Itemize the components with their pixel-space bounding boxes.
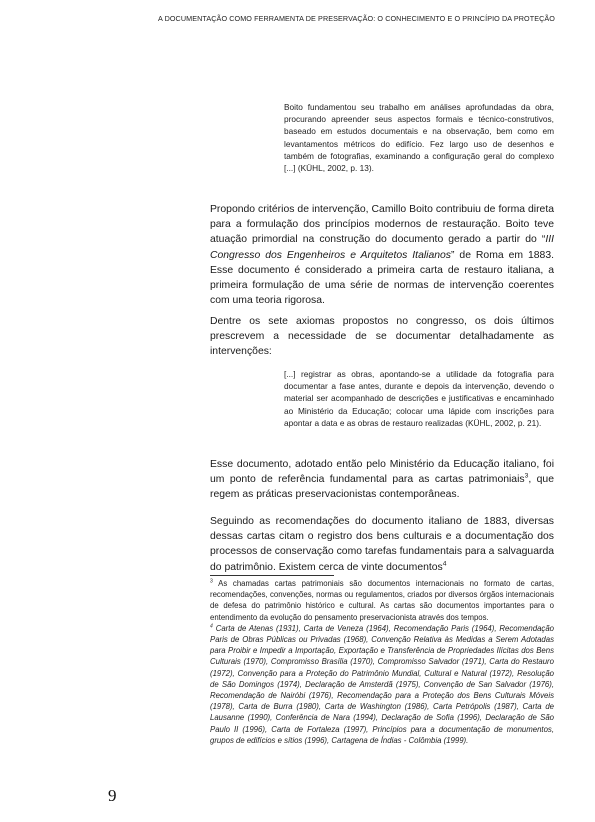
footnote-marker-4: 4 (210, 623, 213, 630)
footnote-3 (210, 578, 554, 623)
paragraph-text: ” de Roma em 1883. Esse documento é considerado a primeira carta de restauro italiana, a primeira formulação de uma série de normas de intervenção coerentes com uma teoria rigorosa. (210, 249, 554, 307)
footnote-reference-3[interactable]: 3 (524, 472, 529, 480)
paragraph-text: Propondo critérios de intervenção, Camillo Boito contribuiu de forma direta para a formulação dos princípios modernos de restauração. Boito teve atuação primordial na construção do documento gerado a partir do “ (210, 204, 554, 246)
block-quote-boito: Boito fundamentou seu trabalho em análises aprofundadas da obra, procurando apreender seus aspectos formais e técnico-construtivos, baseado em estudos documentais e na observação, bem como em levantamentos métricos do edifício. Fez largo uso de desenhos e também de fotografias, examinando a configuração geral do complexo [...] (KÜHL, 2002, p. 13). (284, 102, 554, 174)
congress-title: III Congresso dos Engenheiros e Arquitetos Italianos (210, 234, 554, 261)
footnote-marker-3: 3 (210, 578, 213, 585)
footnote-reference-4[interactable]: 4 (442, 560, 447, 568)
paragraph-text: Esse documento, adotado então pelo Ministério da Educação italiano, foi um ponto de referência fundamental para as cartas patrimoniais (210, 459, 554, 486)
paragraph-recommendations (210, 514, 554, 575)
paragraph-ministry-document (210, 457, 554, 503)
page-number: 9 (108, 786, 117, 805)
paragraph-text: Seguindo as recomendações do documento italiano de 1883, diversas dessas cartas citam o registro dos bens culturais e a documentação dos processos de conservação como tarefas fundamentais para a salvaguarda do patrimônio. Existem cerca de vinte documentos (210, 516, 554, 573)
footnote-4-text: Carta de Atenas (1931), Carta de Veneza (1964), Recomendação Paris (1964), Recomendação Paris de Obras Públicas ou Privadas (1968), Convenção Relativa às Medidas a Serem Adotadas para Proibir e Impedir a Importação, Exportação e Transferência de Propriedades Ilícitas dos Bens Culturais (1970), Compromisso Brasília (1970), Compromisso Salvador (1971), Carta do Restauro (1972), Convenção para a Proteção do Patrimônio Mundial, Cultural e Natural (1972), Resolução de São Domingos (1974), Declaração de Amsterdã (1975), Convenção de San Salvador (1976), Recomendação de Nairóbi (1976), Recomendação para a Proteção dos Bens Culturais Móveis (1978), Carta de Burra (1980), Carta de Washington (1986), Carta Petrópolis (1987), Carta de Lausanne (1990), Conferência de Nara (1994), Declaração de Sofia (1996), Declaração de São Paulo II (1996), Carta de Fortaleza (1997), Princípios para a documentação de monumentos, grupos de edifícios e sítios (1996), Cartagena de Índias - Colômbia (1999). (210, 623, 554, 745)
paragraph-boito-criteria (210, 202, 554, 308)
footnote-divider (210, 575, 334, 576)
paragraph-seven-axioms: Dentre os sete axiomas propostos no congresso, os dois últimos prescrevem a necessidade de se documentar detalhadamente as intervenções: (210, 316, 554, 358)
running-header: A DOCUMENTAÇÃO COMO FERRAMENTA DE PRESERVAÇÃO: O CONHECIMENTO E O PRINCÍPIO DA PROTEÇÃO (157, 14, 555, 23)
footnote-4 (210, 623, 554, 746)
block-quote-register-works: [...] registrar as obras, apontando-se a utilidade da fotografia para documentar a fase antes, durante e depois da intervenção, devendo o material ser acompanhado de descrições e justificativas e encaminhado ao Ministério da Educação; colocar uma lápide com inscrições para apontar a data e as obras de restauro realizadas (KÜHL, 2002, p. 21). (284, 369, 554, 428)
footnotes (210, 578, 554, 746)
paragraph-text: , que regem as práticas preservacionistas contemporâneas. (210, 474, 554, 501)
footnote-3-text: As chamadas cartas patrimoniais são documentos internacionais no formato de cartas, recomendações, convenções, normas ou regulamentos, criados por diversos órgãos internacionais de defesa do patrimônio histórico e cultural. As cartas são documentos importantes para o entendimento da evolução do pensamento preservacionista através dos tempos. (210, 579, 554, 622)
